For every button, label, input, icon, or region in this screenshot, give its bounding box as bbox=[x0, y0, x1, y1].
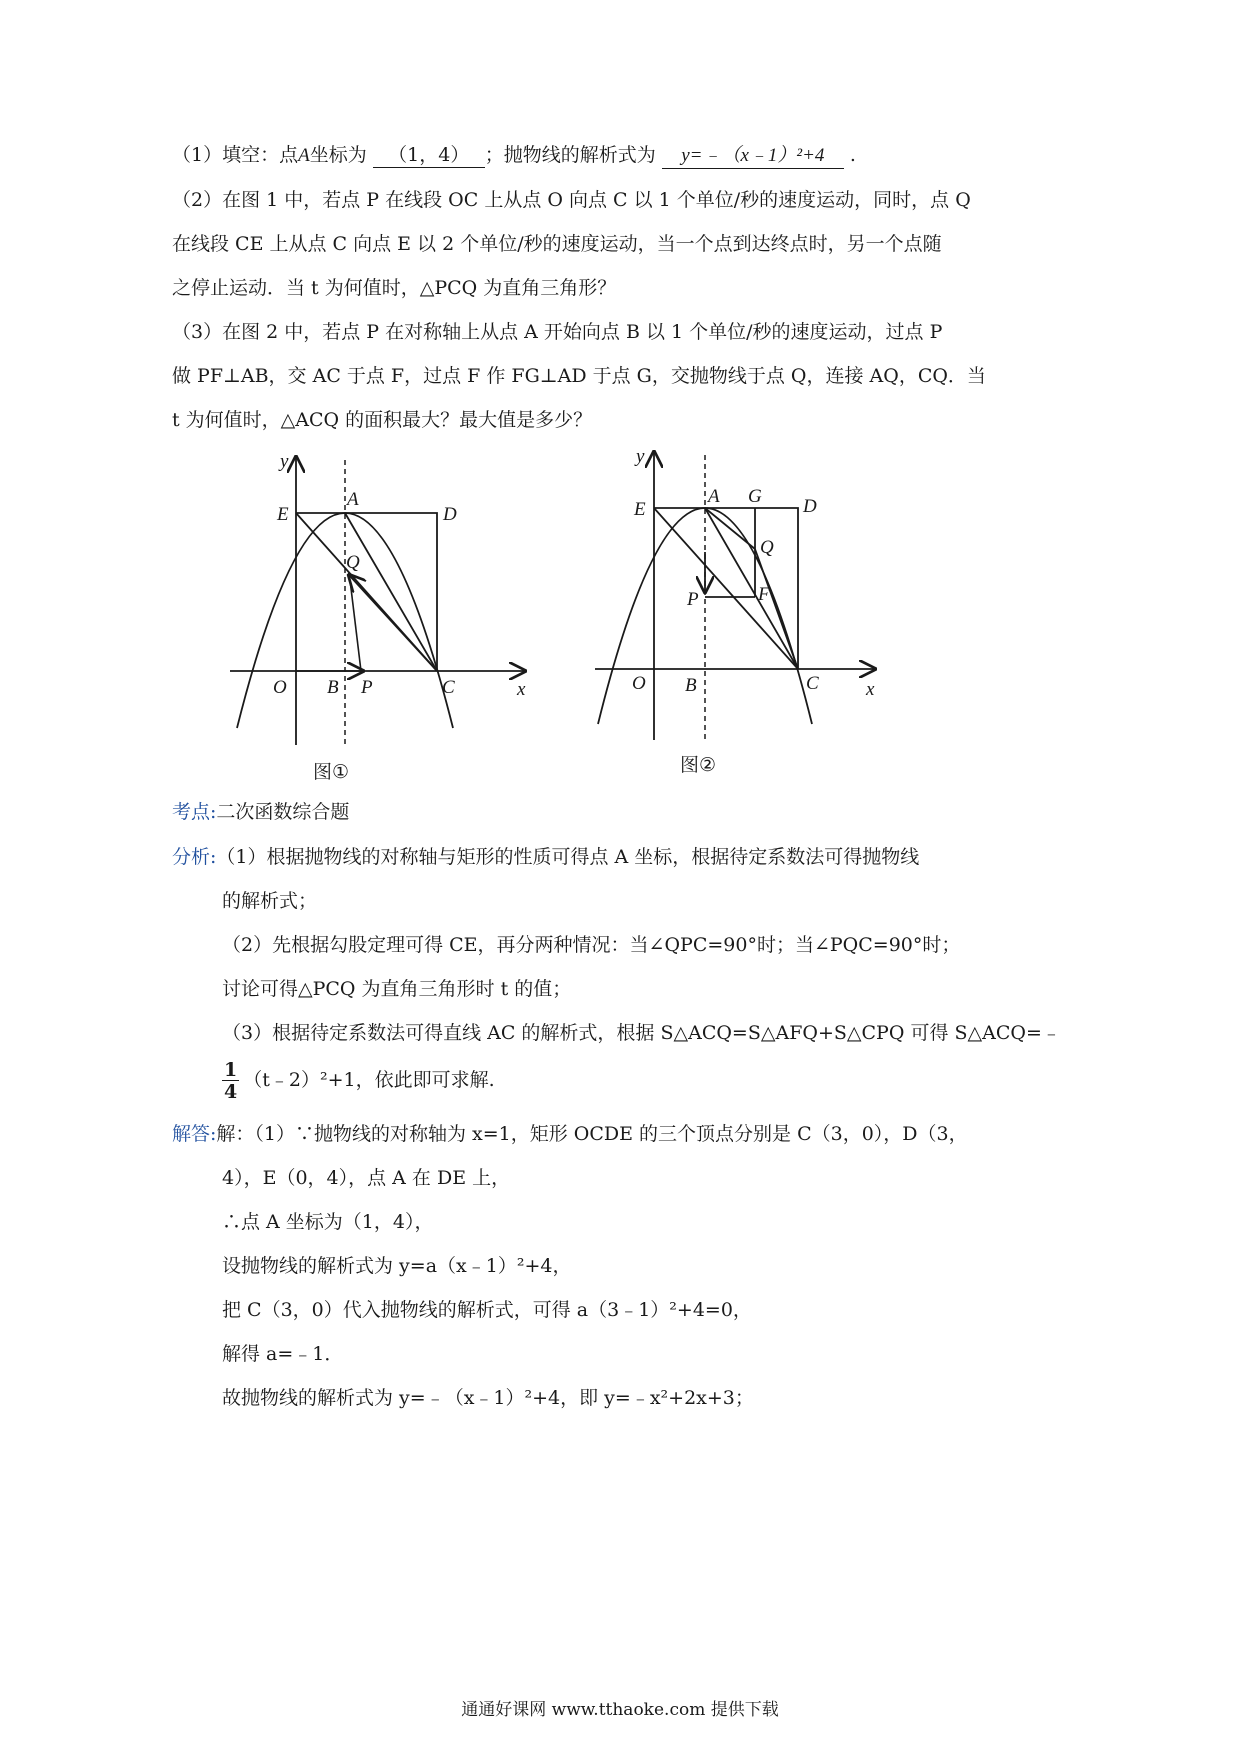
q2-line-1: （2）在图 1 中，若点 P 在线段 OC 上从点 O 向点 C 以 1 个单位/秒的速度运动，同时，点 Q bbox=[172, 189, 971, 211]
fig1-label-x: x bbox=[517, 679, 526, 700]
fig2-segment-ce bbox=[654, 508, 798, 669]
fig2-segment-aq bbox=[705, 508, 755, 549]
fraction-denominator: 4 bbox=[224, 1080, 238, 1103]
fig2-segment-ac bbox=[705, 508, 798, 669]
fig2-label-y: y bbox=[636, 446, 645, 467]
q2-line-3: 之停止运动．当 t 为何值时，△PCQ 为直角三角形？ bbox=[172, 277, 617, 299]
fenxi-line-3: （2）先根据勾股定理可得 CE，再分两种情况：当∠QPC=90°时；当∠PQC=90°时； bbox=[222, 934, 961, 956]
fig1-label-b: B bbox=[327, 677, 339, 698]
jieda-line-7: 故抛物线的解析式为 y=﹣（x﹣1）²+4，即 y=﹣x²+2x+3； bbox=[222, 1387, 754, 1409]
page-footer: 通通好课网 www.tthaoke.com 提供下载 bbox=[461, 1700, 779, 1720]
fig1-label-y: y bbox=[280, 451, 289, 472]
fig2-label-o: O bbox=[632, 673, 646, 694]
jieda-label: 解答: bbox=[172, 1123, 217, 1145]
fig2-label-e: E bbox=[634, 499, 646, 520]
fig2-label-q: Q bbox=[760, 537, 774, 558]
jieda-line-6: 解得 a=﹣1． bbox=[222, 1343, 344, 1365]
figure-1-caption: 图① bbox=[313, 761, 350, 783]
fig2-label-p: P bbox=[687, 589, 699, 610]
fig1-segment-pq bbox=[350, 580, 361, 671]
figure-2 bbox=[590, 440, 890, 740]
q1-mid1: 坐标为 bbox=[309, 144, 367, 166]
fig1-label-p: P bbox=[361, 677, 373, 698]
jieda-line-3: ∴点 A 坐标为（1，4）， bbox=[222, 1211, 434, 1233]
fenxi-line-6 bbox=[222, 1056, 495, 1104]
fig1-label-c: C bbox=[442, 677, 455, 698]
kaodian-line bbox=[172, 800, 349, 824]
kaodian-text: 二次函数综合题 bbox=[216, 801, 350, 823]
q1-line bbox=[172, 143, 856, 169]
fig1-segment-qc bbox=[349, 575, 437, 671]
fig2-label-x: x bbox=[866, 679, 875, 700]
q2-line-2: 在线段 CE 上从点 C 向点 E 以 2 个单位/秒的速度运动，当一个点到达终点时，另一个点随 bbox=[172, 233, 942, 255]
fig2-label-a: A bbox=[708, 486, 720, 507]
fenxi-line-1 bbox=[172, 845, 919, 869]
q1-point-a: A bbox=[298, 145, 310, 166]
fig2-label-f: F bbox=[758, 584, 770, 605]
q1-prefix: （1）填空：点 bbox=[172, 144, 299, 166]
fig1-label-q: Q bbox=[346, 552, 360, 573]
fenxi-line-2: 的解析式； bbox=[222, 890, 318, 912]
fig1-label-e: E bbox=[277, 504, 289, 525]
fig2-segment-qc bbox=[755, 549, 798, 669]
q1-answer-parabola: y=﹣（x﹣1）²+4 bbox=[662, 144, 844, 169]
fenxi-text-6: （t﹣2）²+1，依此即可求解. bbox=[243, 1069, 495, 1091]
fig1-label-a: A bbox=[347, 489, 359, 510]
jieda-line-5: 把 C（3，0）代入抛物线的解析式，可得 a（3﹣1）²+4=0， bbox=[222, 1299, 752, 1321]
q3-line-1: （3）在图 2 中，若点 P 在对称轴上从点 A 开始向点 B 以 1 个单位/秒的速度运动，过点 P bbox=[172, 321, 943, 343]
figure-2-caption: 图② bbox=[680, 754, 717, 776]
fig1-label-o: O bbox=[273, 677, 287, 698]
fig2-label-b: B bbox=[685, 675, 697, 696]
fig1-label-d: D bbox=[443, 504, 457, 525]
fig2-label-d: D bbox=[803, 496, 817, 517]
q3-line-3: t 为何值时，△ACQ 的面积最大？最大值是多少？ bbox=[172, 409, 593, 431]
fig2-label-g: G bbox=[748, 486, 762, 507]
fraction-one-quarter bbox=[222, 1060, 239, 1103]
fenxi-label: 分析: bbox=[172, 846, 217, 868]
q1-mid2: ；抛物线的解析式为 bbox=[484, 144, 656, 166]
jieda-line-2: 4），E（0，4），点 A 在 DE 上， bbox=[222, 1167, 511, 1189]
fenxi-line-4: 讨论可得△PCQ 为直角三角形时 t 的值； bbox=[222, 978, 572, 1000]
figure-1 bbox=[225, 445, 555, 745]
kaodian-label: 考点: bbox=[172, 801, 217, 823]
q3-line-2: 做 PF⊥AB，交 AC 于点 F，过点 F 作 FG⊥AD 于点 G，交抛物线于点 Q，连接 AQ，CQ．当 bbox=[172, 365, 986, 387]
jieda-line-1 bbox=[172, 1122, 968, 1146]
q1-end: . bbox=[849, 144, 856, 166]
fenxi-line-5: （3）根据待定系数法可得直线 AC 的解析式，根据 S△ACQ=S△AFQ+S△CPQ 可得 S△ACQ=﹣ bbox=[222, 1022, 1061, 1044]
fig2-label-c: C bbox=[806, 673, 819, 694]
jieda-text-1: 解：（1）∵抛物线的对称轴为 x=1，矩形 OCDE 的三个顶点分别是 C（3，0），D（3， bbox=[216, 1123, 968, 1145]
jieda-line-4: 设抛物线的解析式为 y=a（x﹣1）²+4， bbox=[222, 1255, 572, 1277]
fraction-numerator: 1 bbox=[224, 1058, 238, 1081]
q1-answer-a: （1，4） bbox=[373, 143, 485, 168]
fenxi-text-1: （1）根据抛物线的对称轴与矩形的性质可得点 A 坐标，根据待定系数法可得抛物线 bbox=[216, 846, 920, 868]
